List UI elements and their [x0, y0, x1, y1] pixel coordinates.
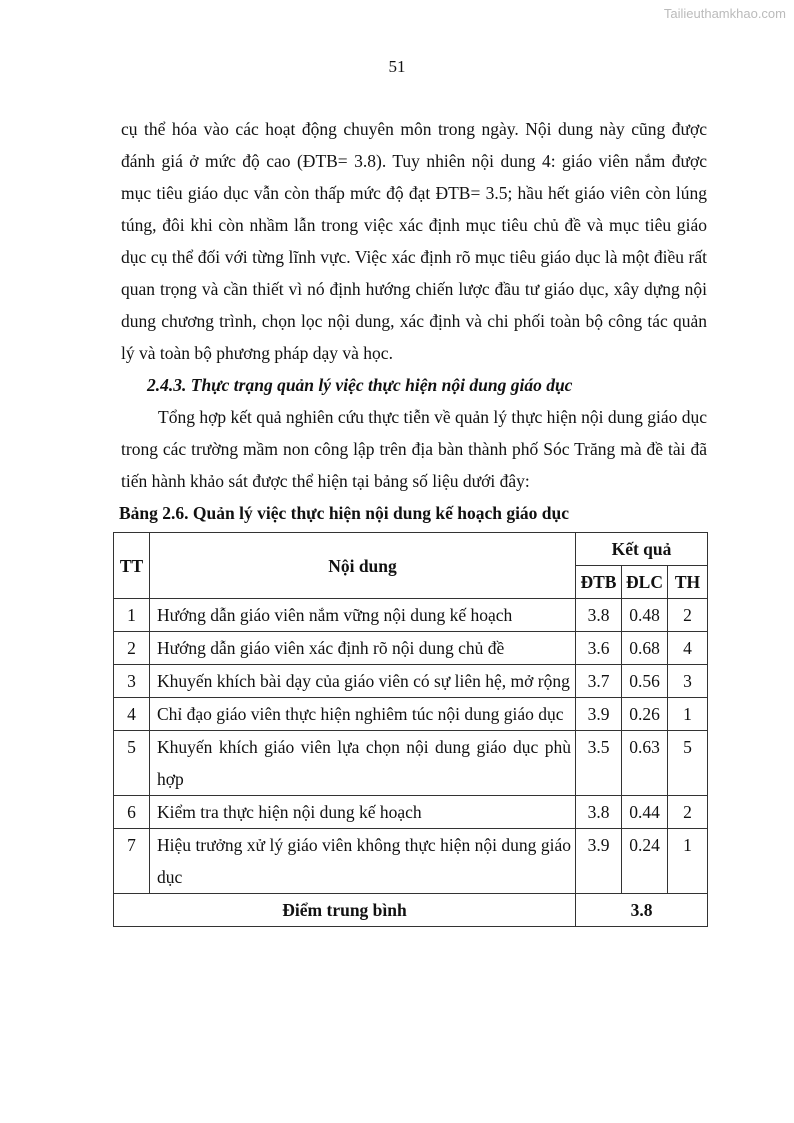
results-table: [113, 532, 708, 927]
row-dtb: 3.8: [576, 796, 622, 829]
header-dtb: ĐTB: [576, 566, 622, 599]
row-tt: 7: [114, 829, 150, 894]
table-caption: Bảng 2.6. Quản lý việc thực hiện nội dung kế hoạch giáo dục: [119, 503, 570, 523]
row-tt: 2: [114, 632, 150, 665]
footer-label: Điểm trung bình: [114, 894, 576, 927]
row-th: 1: [668, 829, 708, 894]
table-footer-row: [114, 894, 708, 927]
row-content: Kiểm tra thực hiện nội dung kế hoạch: [150, 796, 576, 829]
row-content: Hiệu trưởng xử lý giáo viên không thực hiện nội dung giáo dục: [150, 829, 576, 894]
table-row: [114, 632, 708, 665]
header-content: Nội dung: [150, 533, 576, 599]
table-row: [114, 731, 708, 796]
table-row: [114, 796, 708, 829]
paragraph-continuation: cụ thể hóa vào các hoạt động chuyên môn trong ngày. Nội dung này cũng được đánh giá ở mức độ cao (ĐTB= 3.8). Tuy nhiên nội dung 4: giáo viên nắm được mục tiêu giáo dục vẫn còn thấp mức độ đạt ĐTB= 3.5; hầu hết giáo viên còn lúng túng, đôi khi còn nhầm lẫn trong việc xác định mục tiêu chủ đề và mục tiêu giáo dục cụ thể đối với từng lĩnh vực. Việc xác định rõ mục tiêu giáo dục là một điều rất quan trọng và cần thiết vì nó định hướng chiến lược đầu tư giáo dục, xây dựng nội dung chương trình, chọn lọc nội dung, xác định và chi phối toàn bộ công tác quản lý và toàn bộ phương pháp dạy và học.: [121, 119, 707, 363]
body-text: [121, 113, 707, 529]
row-dtb: 3.9: [576, 698, 622, 731]
row-content: Khuyến khích giáo viên lựa chọn nội dung giáo dục phù hợp: [150, 731, 576, 796]
row-dlc: 0.26: [622, 698, 668, 731]
header-dlc: ĐLC: [622, 566, 668, 599]
row-tt: 1: [114, 599, 150, 632]
footer-value: 3.8: [576, 894, 708, 927]
row-dtb: 3.7: [576, 665, 622, 698]
row-th: 5: [668, 731, 708, 796]
row-dlc: 0.68: [622, 632, 668, 665]
row-tt: 3: [114, 665, 150, 698]
row-tt: 5: [114, 731, 150, 796]
table-row: [114, 599, 708, 632]
row-th: 1: [668, 698, 708, 731]
row-content: Hướng dẫn giáo viên nắm vững nội dung kế hoạch: [150, 599, 576, 632]
table-row: [114, 665, 708, 698]
row-dtb: 3.8: [576, 599, 622, 632]
row-dlc: 0.24: [622, 829, 668, 894]
row-dlc: 0.56: [622, 665, 668, 698]
row-th: 3: [668, 665, 708, 698]
page-number: 51: [388, 57, 406, 76]
row-th: 2: [668, 599, 708, 632]
table-header-row: [114, 533, 708, 566]
header-th: TH: [668, 566, 708, 599]
watermark: Tailieuthamkhao.com: [663, 6, 786, 21]
row-tt: 4: [114, 698, 150, 731]
table-row: [114, 698, 708, 731]
row-content: Hướng dẫn giáo viên xác định rõ nội dung chủ đề: [150, 632, 576, 665]
row-dtb: 3.6: [576, 632, 622, 665]
row-dtb: 3.9: [576, 829, 622, 894]
header-tt: TT: [114, 533, 150, 599]
row-content: Chỉ đạo giáo viên thực hiện nghiêm túc nội dung giáo dục: [150, 698, 576, 731]
row-dlc: 0.44: [622, 796, 668, 829]
row-tt: 6: [114, 796, 150, 829]
header-result: Kết quả: [576, 533, 708, 566]
row-dlc: 0.63: [622, 731, 668, 796]
section-heading: 2.4.3. Thực trạng quản lý việc thực hiện nội dung giáo dục: [147, 375, 573, 395]
row-th: 2: [668, 796, 708, 829]
row-dlc: 0.48: [622, 599, 668, 632]
paragraph-summary: Tổng hợp kết quả nghiên cứu thực tiễn về quản lý thực hiện nội dung giáo dục trong các trường mầm non công lập trên địa bàn thành phố Sóc Trăng mà đề tài đã tiến hành khảo sát được thể hiện tại bảng số liệu dưới đây:: [121, 407, 707, 491]
row-th: 4: [668, 632, 708, 665]
table-row: [114, 829, 708, 894]
row-content: Khuyến khích bài dạy của giáo viên có sự liên hệ, mở rộng: [150, 665, 576, 698]
row-dtb: 3.5: [576, 731, 622, 796]
